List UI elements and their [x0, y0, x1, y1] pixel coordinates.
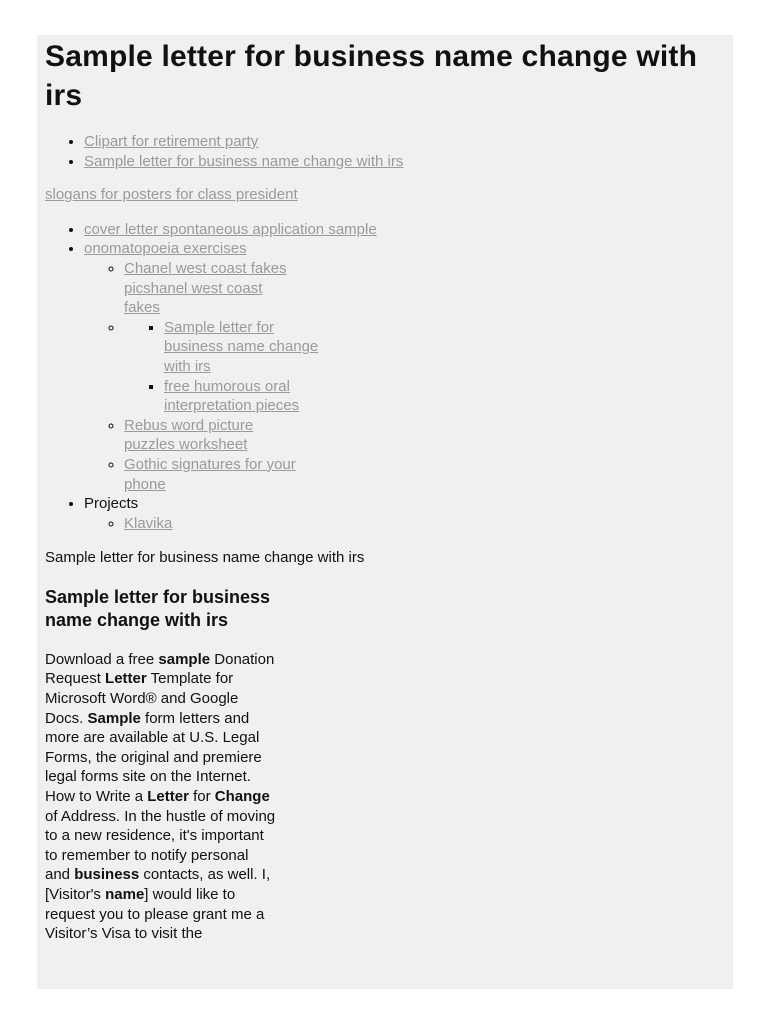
nav-list: [45, 220, 725, 534]
document-content: [37, 37, 733, 944]
body-text: ] would like to request you to please grant me a Visitor’s Visa to visit the: [45, 886, 265, 943]
body-bold: name: [105, 886, 145, 903]
link-chanel-west-coast[interactable]: Chanel west coast fakes picshanel west coast fakes: [124, 259, 287, 317]
list-item: [84, 152, 725, 172]
body-text: Donation Request: [45, 650, 275, 688]
list-item: [124, 416, 300, 455]
body-bold: sample: [158, 650, 211, 668]
link-cover-letter[interactable]: cover letter spontaneous application sample: [84, 220, 377, 238]
plain-line: Sample letter for business name change with irs: [45, 549, 365, 567]
body-text: of Address. In the hustle of moving to a new residence, it's important to remember to notify personal and: [45, 807, 276, 884]
body-paragraph: [45, 650, 277, 944]
body-text: Template for Microsoft Word® and Google Docs.: [45, 670, 239, 727]
list-item: [124, 259, 300, 318]
link-sample-letter-nested[interactable]: Sample letter for business name change with irs: [164, 318, 319, 375]
link-slogans-posters[interactable]: slogans for posters for class president: [45, 186, 298, 204]
body-text: for: [188, 788, 215, 806]
link-gothic-signatures[interactable]: Gothic signatures for your phone: [124, 455, 296, 493]
list-item: [124, 318, 725, 416]
nav-sublist: [84, 259, 725, 494]
list-item: [164, 318, 336, 377]
body-text: contacts, as well. I, [Visitor's: [45, 866, 271, 903]
list-item: [124, 455, 300, 494]
link-clipart-retirement[interactable]: Clipart for retirement party: [84, 133, 259, 150]
body-text: Download a free: [45, 650, 159, 668]
body-bold: business: [74, 866, 140, 884]
top-links-list: [45, 132, 725, 171]
link-sample-letter[interactable]: Sample letter for business name change with irs: [84, 152, 404, 170]
projects-label: Projects: [84, 495, 139, 513]
page-title: Sample letter for business name change with irs: [45, 40, 698, 112]
link-klavika[interactable]: Klavika: [124, 514, 173, 532]
list-item: [84, 220, 725, 240]
body-bold: Change: [214, 788, 270, 806]
list-item: [84, 132, 725, 152]
list-item: [84, 239, 725, 494]
projects-sublist: [84, 514, 725, 534]
list-item: [84, 494, 725, 533]
link-rebus-puzzles[interactable]: Rebus word picture puzzles worksheet: [124, 416, 254, 454]
body-bold: Letter: [105, 670, 147, 688]
body-text: form letters and more are available at U.S. Legal Forms, the original and premiere legal forms site on the Internet. How to Write a: [45, 709, 262, 806]
list-item: [164, 377, 336, 416]
nav-subsublist: [124, 318, 725, 416]
body-bold: Sample: [87, 709, 141, 727]
subheading: Sample letter for business name change with irs: [45, 586, 271, 631]
link-humorous-oral[interactable]: free humorous oral interpretation pieces: [164, 377, 300, 415]
link-onomatopoeia[interactable]: onomatopoeia exercises: [84, 240, 247, 258]
body-bold: Letter: [147, 788, 189, 806]
document-page: [37, 35, 733, 989]
list-item: [124, 514, 725, 534]
